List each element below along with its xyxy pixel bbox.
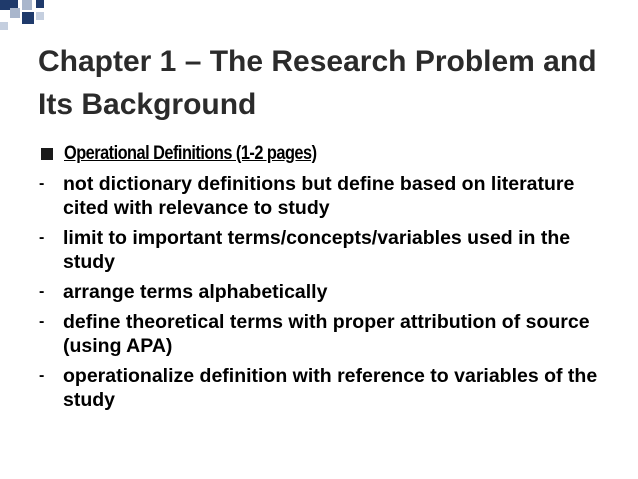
dash-bullet: - — [39, 367, 45, 384]
list-item-text: limit to important terms/concepts/variables used in the study — [63, 227, 571, 273]
slide-title: Chapter 1 – The Research Problem and Its Background — [38, 45, 597, 121]
main-bullet — [38, 142, 618, 172]
list-item-text: define theoretical terms with proper attribution of source (using APA) — [63, 311, 590, 357]
list-item-text: operationalize definition with reference to variables of the study — [63, 365, 598, 411]
square-bullet-icon — [41, 148, 53, 160]
list-item — [38, 280, 618, 304]
slide-body — [38, 142, 618, 418]
list-item-text: arrange terms alphabetically — [63, 281, 328, 303]
list-item — [38, 172, 618, 220]
dash-bullet: - — [39, 283, 45, 300]
list-item — [38, 226, 618, 274]
list-item — [38, 310, 618, 358]
dash-bullet: - — [39, 229, 45, 246]
list-item — [38, 364, 618, 412]
dash-bullet: - — [39, 175, 45, 192]
section-heading: Operational Definitions (1-2 pages) — [64, 143, 317, 164]
corner-squares-decoration — [0, 0, 638, 38]
dash-bullet: - — [39, 313, 45, 330]
list-item-text: not dictionary definitions but define based on literature cited with relevance to study — [63, 173, 575, 219]
